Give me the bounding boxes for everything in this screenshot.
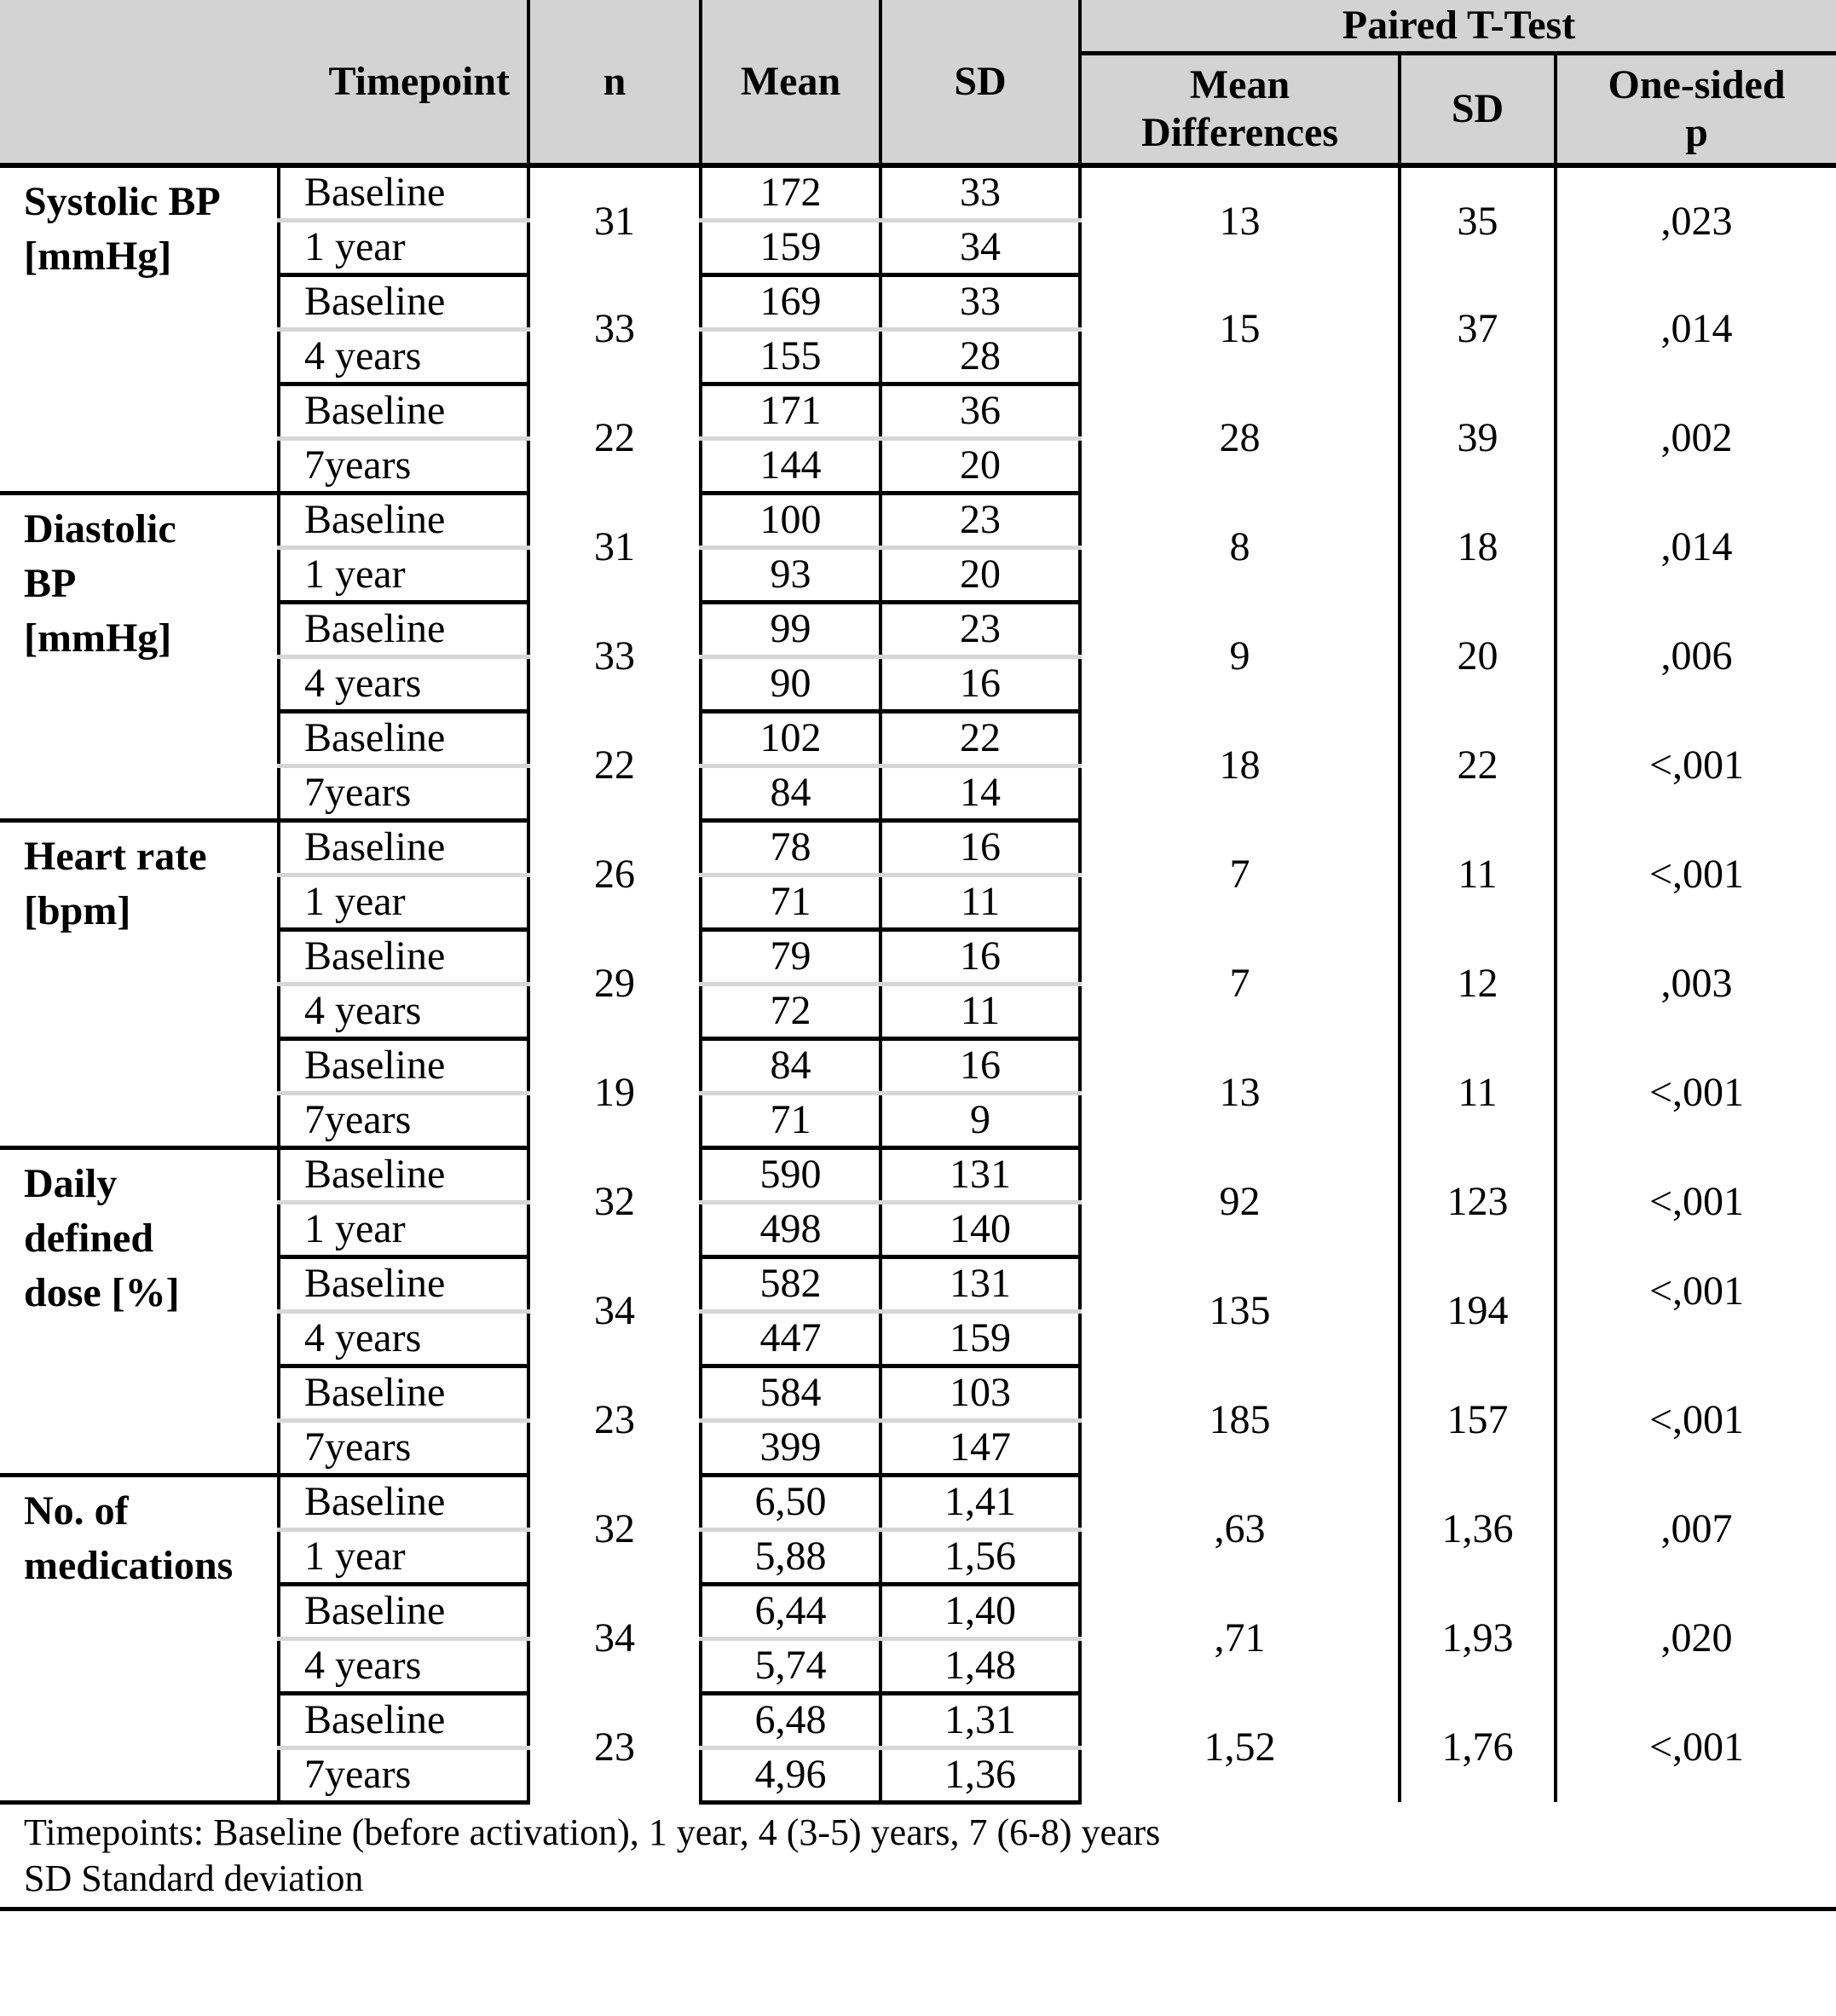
- sd-followup: 159: [880, 1311, 1080, 1366]
- sd-followup: 11: [880, 984, 1080, 1038]
- timepoint-followup: 4 years: [279, 1311, 528, 1366]
- timepoint-baseline: Baseline: [279, 929, 528, 984]
- n-value: 33: [528, 602, 701, 711]
- mean-followup: 84: [701, 765, 880, 820]
- measure-label-line: Systolic BP: [24, 179, 221, 224]
- n-value: 34: [528, 1584, 701, 1693]
- mean-followup: 447: [701, 1311, 880, 1366]
- mean-followup: 71: [701, 875, 880, 929]
- n-value: 34: [528, 1256, 701, 1366]
- mean-difference: 135: [1080, 1256, 1400, 1366]
- timepoint-baseline: Baseline: [279, 711, 528, 765]
- timepoint-baseline: Baseline: [279, 493, 528, 547]
- n-value: 32: [528, 1475, 701, 1584]
- measure-label-line: Daily: [24, 1160, 118, 1206]
- one-sided-p: <,001: [1556, 1693, 1836, 1802]
- mean-difference: 13: [1080, 165, 1400, 274]
- sd-followup: 1,56: [880, 1529, 1080, 1584]
- mean-baseline: 79: [701, 929, 880, 984]
- timepoint-followup: 4 years: [279, 1638, 528, 1693]
- difference-sd: 1,36: [1400, 1475, 1556, 1584]
- measure-label: [0, 1147, 279, 1475]
- difference-sd: 1,76: [1400, 1693, 1556, 1802]
- sd-baseline: 23: [880, 602, 1080, 656]
- timepoint-followup: 7years: [279, 438, 528, 493]
- measure-label: [0, 820, 279, 1147]
- difference-sd: 20: [1400, 602, 1556, 711]
- mean-baseline: 78: [701, 820, 880, 875]
- difference-sd: 37: [1400, 274, 1556, 384]
- mean-difference: 28: [1080, 384, 1400, 493]
- n-value: 29: [528, 929, 701, 1038]
- timepoint-followup: 7years: [279, 1420, 528, 1475]
- timepoint-followup: 1 year: [279, 1202, 528, 1256]
- sd-followup: 140: [880, 1202, 1080, 1256]
- mean-difference: ,63: [1080, 1475, 1400, 1584]
- timepoint-followup: 4 years: [279, 329, 528, 384]
- one-sided-p: ,014: [1556, 493, 1836, 602]
- n-value: 31: [528, 165, 701, 274]
- table-row: [0, 1147, 1836, 1202]
- one-sided-p: ,002: [1556, 384, 1836, 493]
- mean-baseline: 590: [701, 1147, 880, 1202]
- sd-baseline: 16: [880, 820, 1080, 875]
- header-sd: SD: [880, 0, 1080, 165]
- sd-baseline: 22: [880, 711, 1080, 765]
- one-sided-p: <,001: [1556, 1038, 1836, 1147]
- one-sided-p: ,006: [1556, 602, 1836, 711]
- mean-difference: 7: [1080, 929, 1400, 1038]
- one-sided-p: ,014: [1556, 274, 1836, 384]
- mean-difference: 1,52: [1080, 1693, 1400, 1802]
- mean-difference: 9: [1080, 602, 1400, 711]
- n-value: 33: [528, 274, 701, 384]
- table-footnotes: [0, 1805, 1836, 1911]
- timepoint-baseline: Baseline: [279, 274, 528, 329]
- timepoint-baseline: Baseline: [279, 1475, 528, 1529]
- measure-label-line: BP: [24, 560, 77, 606]
- header-timepoint: Timepoint: [279, 0, 528, 165]
- timepoint-baseline: Baseline: [279, 1147, 528, 1202]
- sd-baseline: 103: [880, 1366, 1080, 1420]
- mean-followup: 71: [701, 1093, 880, 1147]
- mean-followup: 4,96: [701, 1747, 880, 1802]
- measure-label-line: Diastolic: [24, 505, 176, 552]
- header-mean-differences: [1080, 54, 1400, 166]
- sd-followup: 9: [880, 1093, 1080, 1147]
- table-header: [0, 0, 1836, 165]
- measure-label: [0, 1475, 279, 1802]
- header-mean-differences-line1: Mean: [1189, 62, 1290, 107]
- table-row: [0, 820, 1836, 875]
- timepoint-followup: 1 year: [279, 1529, 528, 1584]
- timepoint-baseline: Baseline: [279, 1366, 528, 1420]
- mean-followup: 90: [701, 656, 880, 711]
- sd-baseline: 16: [880, 929, 1080, 984]
- header-p-line2: p: [1685, 110, 1708, 155]
- mean-difference: 18: [1080, 711, 1400, 820]
- timepoint-baseline: Baseline: [279, 602, 528, 656]
- sd-baseline: 131: [880, 1147, 1080, 1202]
- sd-followup: 16: [880, 656, 1080, 711]
- one-sided-p: <,001: [1556, 711, 1836, 820]
- timepoint-followup: 7years: [279, 1747, 528, 1802]
- sd-baseline: 23: [880, 493, 1080, 547]
- n-value: 31: [528, 493, 701, 602]
- mean-followup: 72: [701, 984, 880, 1038]
- table-body: [0, 165, 1836, 1802]
- header-mean-differences-line2: Differences: [1141, 110, 1338, 155]
- measure-label-line: dose [%]: [24, 1269, 180, 1315]
- timepoint-followup: 1 year: [279, 220, 528, 274]
- timepoint-baseline: Baseline: [279, 820, 528, 875]
- mean-difference: 13: [1080, 1038, 1400, 1147]
- mean-baseline: 84: [701, 1038, 880, 1093]
- header-p-line1: One-sided: [1608, 62, 1786, 107]
- difference-sd: 35: [1400, 165, 1556, 274]
- footnote-sd: SD Standard deviation: [24, 1857, 364, 1899]
- sd-followup: 1,48: [880, 1638, 1080, 1693]
- n-value: 23: [528, 1693, 701, 1802]
- timepoint-baseline: Baseline: [279, 384, 528, 438]
- header-n: n: [528, 0, 701, 165]
- timepoint-baseline: Baseline: [279, 1584, 528, 1638]
- n-value: 22: [528, 384, 701, 493]
- mean-difference: 7: [1080, 820, 1400, 929]
- header-paired-t-test: Paired T-Test: [1080, 0, 1836, 54]
- measure-label: [0, 165, 279, 493]
- header-diff-sd: SD: [1400, 54, 1556, 166]
- sd-baseline: 33: [880, 274, 1080, 329]
- difference-sd: 22: [1400, 711, 1556, 820]
- n-value: 23: [528, 1366, 701, 1475]
- mean-baseline: 584: [701, 1366, 880, 1420]
- table-row: [0, 1475, 1836, 1529]
- one-sided-p: ,007: [1556, 1475, 1836, 1584]
- timepoint-followup: 7years: [279, 1093, 528, 1147]
- mean-followup: 5,88: [701, 1529, 880, 1584]
- timepoint-baseline: Baseline: [279, 1256, 528, 1311]
- mean-followup: 155: [701, 329, 880, 384]
- header-mean: Mean: [701, 0, 880, 165]
- n-value: 26: [528, 820, 701, 929]
- n-value: 19: [528, 1038, 701, 1147]
- mean-difference: 185: [1080, 1366, 1400, 1475]
- sd-followup: 1,36: [880, 1747, 1080, 1802]
- timepoint-baseline: Baseline: [279, 1038, 528, 1093]
- sd-baseline: 1,40: [880, 1584, 1080, 1638]
- mean-difference: ,71: [1080, 1584, 1400, 1693]
- difference-sd: 11: [1400, 1038, 1556, 1147]
- difference-sd: 194: [1400, 1256, 1556, 1366]
- difference-sd: 123: [1400, 1147, 1556, 1256]
- header-measure-blank: [0, 0, 279, 165]
- mean-baseline: 6,48: [701, 1693, 880, 1747]
- mean-followup: 5,74: [701, 1638, 880, 1693]
- timepoint-followup: 1 year: [279, 547, 528, 602]
- timepoint-baseline: Baseline: [279, 165, 528, 220]
- mean-followup: 399: [701, 1420, 880, 1475]
- measure-label-line: defined: [24, 1215, 154, 1261]
- sd-baseline: 16: [880, 1038, 1080, 1093]
- one-sided-p: ,020: [1556, 1584, 1836, 1693]
- mean-baseline: 169: [701, 274, 880, 329]
- mean-baseline: 582: [701, 1256, 880, 1311]
- sd-followup: 11: [880, 875, 1080, 929]
- header-one-sided-p: [1556, 54, 1836, 166]
- mean-followup: 498: [701, 1202, 880, 1256]
- timepoint-followup: 4 years: [279, 656, 528, 711]
- footnote-timepoints: Timepoints: Baseline (before activation), 1 year, 4 (3-5) years, 7 (6-8) years: [24, 1811, 1161, 1853]
- one-sided-p: <,001: [1556, 1147, 1836, 1256]
- timepoint-followup: 4 years: [279, 984, 528, 1038]
- one-sided-p: ,023: [1556, 165, 1836, 274]
- mean-difference: 15: [1080, 274, 1400, 384]
- timepoint-baseline: Baseline: [279, 1693, 528, 1747]
- sd-followup: 34: [880, 220, 1080, 274]
- sd-baseline: 131: [880, 1256, 1080, 1311]
- mean-difference: 92: [1080, 1147, 1400, 1256]
- mean-followup: 93: [701, 547, 880, 602]
- sd-followup: 28: [880, 329, 1080, 384]
- mean-followup: 159: [701, 220, 880, 274]
- one-sided-p: <,001: [1556, 1366, 1836, 1475]
- measure-label-line: [mmHg]: [24, 615, 172, 661]
- mean-baseline: 99: [701, 602, 880, 656]
- sd-baseline: 1,31: [880, 1693, 1080, 1747]
- measure-label-line: [bpm]: [24, 887, 131, 933]
- mean-baseline: 171: [701, 384, 880, 438]
- difference-sd: 18: [1400, 493, 1556, 602]
- measure-label-line: [mmHg]: [24, 234, 172, 279]
- one-sided-p: <,001: [1556, 820, 1836, 929]
- sd-baseline: 1,41: [880, 1475, 1080, 1529]
- one-sided-p: ,003: [1556, 929, 1836, 1038]
- mean-baseline: 6,50: [701, 1475, 880, 1529]
- mean-baseline: 172: [701, 165, 880, 220]
- sd-followup: 20: [880, 438, 1080, 493]
- mean-baseline: 100: [701, 493, 880, 547]
- difference-sd: 12: [1400, 929, 1556, 1038]
- difference-sd: 11: [1400, 820, 1556, 929]
- difference-sd: 1,93: [1400, 1584, 1556, 1693]
- mean-difference: 8: [1080, 493, 1400, 602]
- n-value: 32: [528, 1147, 701, 1256]
- difference-sd: 39: [1400, 384, 1556, 493]
- mean-baseline: 6,44: [701, 1584, 880, 1638]
- timepoint-followup: 1 year: [279, 875, 528, 929]
- sd-baseline: 36: [880, 384, 1080, 438]
- difference-sd: 157: [1400, 1366, 1556, 1475]
- measure-label-line: No. of: [24, 1487, 129, 1534]
- table-row: [0, 165, 1836, 220]
- n-value: 22: [528, 711, 701, 820]
- sd-followup: 20: [880, 547, 1080, 602]
- measure-label: [0, 493, 279, 820]
- measure-label-line: Heart rate: [24, 833, 207, 879]
- sd-followup: 14: [880, 765, 1080, 820]
- one-sided-p: <,001: [1556, 1256, 1836, 1366]
- sd-followup: 147: [880, 1420, 1080, 1475]
- sd-baseline: 33: [880, 165, 1080, 220]
- mean-followup: 144: [701, 438, 880, 493]
- measure-label-line: medications: [24, 1542, 234, 1588]
- timepoint-followup: 7years: [279, 765, 528, 820]
- table-row: [0, 493, 1836, 547]
- mean-baseline: 102: [701, 711, 880, 765]
